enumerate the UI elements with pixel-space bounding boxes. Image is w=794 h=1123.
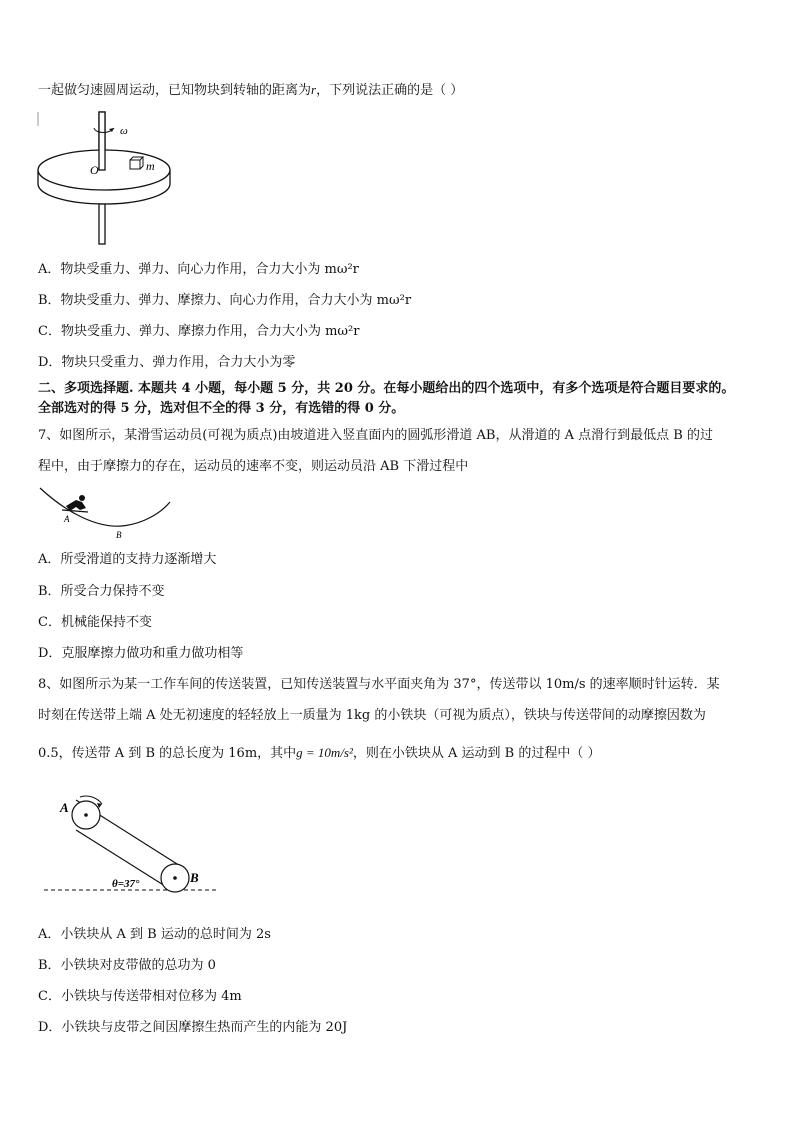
q6-option-c: C．物块受重力、弹力、摩擦力作用，合力大小为 mω²r xyxy=(38,324,360,339)
point-a-label: A xyxy=(64,514,70,524)
q7-option-d: D．克服摩擦力做功和重力做功相等 xyxy=(38,646,244,661)
angle-label: θ=37° xyxy=(112,878,140,890)
q8-stem-line1: 8、如图所示为某一工作车间的传送装置，已知传送装置与水平面夹角为 37°，传送带以 10m/s 的速率顺时针运转．某 xyxy=(38,677,720,692)
q7-option-a: A．所受滑道的支持力逐渐增大 xyxy=(38,552,217,567)
conveyor-a-label: A xyxy=(60,800,69,815)
point-b-label: B xyxy=(116,530,122,540)
skier-icon xyxy=(62,495,88,512)
q6-stem-end: ，下列说法正确的是（ ） xyxy=(316,83,464,98)
q8-gravity-formula: g = 10m/s² xyxy=(296,745,353,760)
q7-option-b: B．所受合力保持不变 xyxy=(38,584,165,599)
mass-label: m xyxy=(146,159,155,173)
q8-stem-line3-a: 0.5，传送带 A 到 B 的总长度为 16m，其中 xyxy=(38,746,297,761)
conveyor-b-label: B xyxy=(190,870,199,885)
q6-option-d: D．物块只受重力、弹力作用，合力大小为零 xyxy=(38,355,296,370)
ski-slope-figure xyxy=(38,484,178,540)
turntable-figure xyxy=(36,108,186,248)
q8-stem-line3 xyxy=(38,745,601,762)
q7-stem-line1: 7、如图所示，某滑雪运动员(可视为质点)由坡道进入竖直面内的圆弧形滑道 AB，从滑道的 A 点滑行到最低点 B 的过 xyxy=(38,428,713,443)
conveyor-figure xyxy=(40,790,220,898)
q6-stem-text: 一起做匀速圆周运动，已知物块到转轴的距离为 xyxy=(38,83,312,98)
q6-option-b: B．物块受重力、弹力、摩擦力、向心力作用，合力大小为 mω²r xyxy=(38,293,412,308)
q7-option-c: C．机械能保持不变 xyxy=(38,615,152,630)
omega-label: ω xyxy=(120,125,128,137)
section2-line2: 全部选对的得 5 分，选对但不全的得 3 分，有选错的得 0 分。 xyxy=(38,401,405,416)
q8-option-d: D．小铁块与皮带之间因摩擦生热而产生的内能为 20J xyxy=(38,1020,348,1035)
q8-stem-line3-b: ，则在小铁块从 A 运动到 B 的过程中（ ） xyxy=(352,746,601,761)
origin-label: O xyxy=(90,163,99,177)
q8-stem-line2: 时刻在传送带上端 A 处无初速度的轻轻放上一质量为 1kg 的小铁块（可视为质点），铁块与传送带间的动摩擦因数为 xyxy=(38,708,706,723)
q7-stem-line2: 程中，由于摩擦力的存在，运动员的速率不变，则运动员沿 AB 下滑过程中 xyxy=(38,459,469,474)
q6-stem xyxy=(38,82,463,99)
q6-stem-var: r xyxy=(311,82,317,97)
q8-option-a: A．小铁块从 A 到 B 运动的总时间为 2s xyxy=(38,927,271,942)
q8-option-c: C．小铁块与传送带相对位移为 4m xyxy=(38,989,242,1004)
q8-option-b: B．小铁块对皮带做的总功为 0 xyxy=(38,958,216,973)
section2-line1: 二、多项选择题. 本题共 4 小题，每小题 5 分，共 20 分。在每小题给出的四个选项中，有多个选项是符合题目要求的。 xyxy=(38,381,735,396)
q6-option-a: A．物块受重力、弹力、向心力作用，合力大小为 mω²r xyxy=(38,262,359,277)
